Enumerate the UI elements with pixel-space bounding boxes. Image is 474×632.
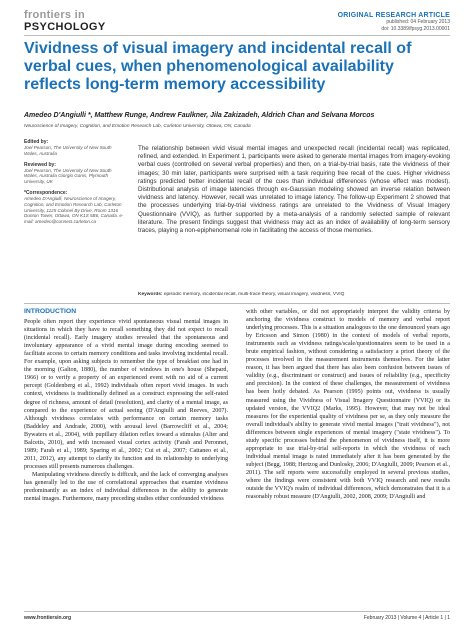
correspondence-text: Amedeo D'Angiulli, Neuroscience of Imagery, Cognition, and Emotion Research Lab, Carleton University, 1125 Colonel By Drive, Room 1316 Dunton Tower, Ottawa, ON K1S 5B6, Canada. e-mail: amedeo@connect.carleton.ca [24,195,124,225]
body-paragraph: Manipulating vividness directly is difficult, and the lack of converging analyses has generally led to the use of correlational approaches that examine vividness predominantly as an index of individual differences in the ability to generate mental images. Furthermore, many preceding studies either confounded vividness [24,471,228,503]
footer-website: www.frontiersin.org [24,615,72,621]
keywords-label: Keywords: [138,292,163,297]
reviewed-by [24,162,124,185]
article-title: Vividness of visual imagery and incidental recall of verbal cues, when phenomenological availability reflects long-term memory accessibility [24,40,412,93]
abstract: The relationship between vivid visual mental images and unexpected recall (incidental recall) was replicated, refined, and extended. In Experiment 1, participants were asked to generate mental images from imagery-evoking verbal cues (controlled on several verbal properties) and then, on a trial-by-trial basis, rate the vividness of their images; 30 min later, participants were surprised with a task requiring free recall of the cues. Higher vividness ratings predicted better incidental recall of the cues than individual differences (whose effect was modest). Distributional analysis of image latencies through ex-Gaussian modeling showed an inverse relation between vividness and latency. However, recall was unrelated to image latency. The follow-up Experiment 2 showed that the processes underlying trial-by-trial vividness ratings are unrelated to the Vividness of Visual Imagery Questionnaire (VVIQ), as further supported by a meta-analysis of a randomly selected sample of relevant literature. The present findings suggest that vividness may act as an index of availability of long-term sensory traces, playing a non-epiphenomenal role in facilitating the access of those memories. [138,145,450,235]
reviewed-by-text: Joel Pearson, The University of New South Wales, Australia Giorgio Ganis, Plymouth University, UK [24,167,112,185]
edited-by [24,139,124,157]
body-paragraph: with other variables, or did not appropriately interpret the validity criteria by anchoring the vividness construct to models of memory and verbal report underlying processes. This is a situation analogous to the one denounced years ago by Ericsson and Simon (1980) in the context of models of verbal reports, instruments such as vividness ratings/scale/questionnaires seem to be used in a brute empirical fashion, without considering a satisfactory a priori theory of the processes involved in the measurement instruments themselves. For the latter reason, it has been argued that there has also been confusion between issues of validity (e.g., discriminant or construct) and issues of reliability (e.g., specificity and precision). In the context of these challenges, the measurement of vividness has been hotly debated. As Pearson (1995) points out, vividness is usually measured using the Vividness of Visual Imagery Questionnaire (VVIQ) or its updated version, the VVIQ2 (Marks, 1995). However, that may not be ideal measures for the experiential quality of vividness per se, as they only measure the overall individual's ability to generate vivid mental images ("trait vividness"), not differences between single experiences of mental imagery ("state vividness"). To study specific processes behind the phenomenon of vividness itself, it is more appropriate to use trial-by-trial self-reports in which the vividness of each individual mental image is rated immediately after it has been generated by the subject (Begg, 1988; Hertzog and Dunlosky, 2006; D'Angiulli, 2009; Pearson et al., 2011). The self reports were successfully employed in several previous studies, where the findings were consistent with both VVIQ research and new results outside the VVIQ's realm of individual differences, which demonstrates that it is a reasonably robust measure (D'Angiulli, 2002, 2008, 2009; D'Angiulli and [246,309,450,501]
correspondence-label: *Correspondence: [24,189,68,196]
body-paragraph: People often report they experience vivid spontaneous visual mental images in situations in which they have to recall something they did not expect to recall (incidental recall). Early imagery studies revealed that the spontaneous and involuntary appearance of a vivid mental image during encoding seemed to facilitate access to certain memory conditions and tasks involving incidental recall. For example, upon asking subjects to remember the type of breakfast one had in the morning (Galton, 1880), the number of windows in one's house (Shepard, 1966) or to verify a property of an experienced event with no aid of a current percept (Goldenberg et al., 1992) individuals often report vivid images. In such context, vividness is traditionally defined as a construct expressing the self-rated degree of richness, amount of detail (resolution), and clarity of a mental image, as compared to the experience of actual seeing (D'Angiulli and Reeves, 2007). Although vividness correlates with performance on certain memory tasks (Baddeley and Andrade, 2000), with arousal level (Barrowcliff et al., 2004; Bywaters et al., 2004), with pupillary dilation reflex toward a stimulus (Alter and Balcetis, 2010), and with increased visual cortex activity (Farah and Peronnet, 1989; Farah et al., 1989; Sparing et al., 2002; Cui et al., 2007; Cattaneo et al., 2011, 2012), any attempt to clarify its function and its relationship to underlying processes still presents numerous challenges. [24,319,228,470]
abstract-divider [24,303,450,304]
article-type: ORIGINAL RESEARCH ARTICLE [337,12,450,19]
published-date: published: 04 February 2013 [386,19,450,25]
author-list: Amedeo D'Angiulli *, Matthew Runge, Andrew Faulkner, Jila Zakizadeh, Aldrich Chan and Selvana Morcos [24,112,375,119]
journal-logo-top: frontiers in [24,9,86,21]
body-column-right [246,308,450,501]
affiliation: Neuroscience of Imagery, Cognition, and Emotion Research Lab, Carleton University, Ottawa, ON, Canada [24,124,251,129]
section-heading-introduction: INTRODUCTION [24,308,77,315]
editorial-sidebar [24,139,124,230]
footer-divider [24,611,450,612]
edited-by-label: Edited by: [24,139,49,145]
body-column-left [24,308,228,503]
journal-logo [24,10,144,33]
keywords [138,292,450,297]
reviewed-by-label: Reviewed by: [24,161,56,168]
keywords-text: episodic memory, incidental recall, multi-trace theory, visual imagery, vividness, VVIQ [163,292,345,297]
correspondence [24,190,124,225]
edited-by-text: Joel Pearson, The University of New South Wales, Australia [24,145,112,156]
footer-citation: February 2013 | Volume 4 | Article 1 | 1 [363,615,450,621]
doi: doi: 10.3389/fpsyg.2013.00001 [381,25,450,32]
header-divider [24,35,450,36]
journal-logo-name: PSYCHOLOGY [24,21,106,33]
article-meta [338,12,450,32]
